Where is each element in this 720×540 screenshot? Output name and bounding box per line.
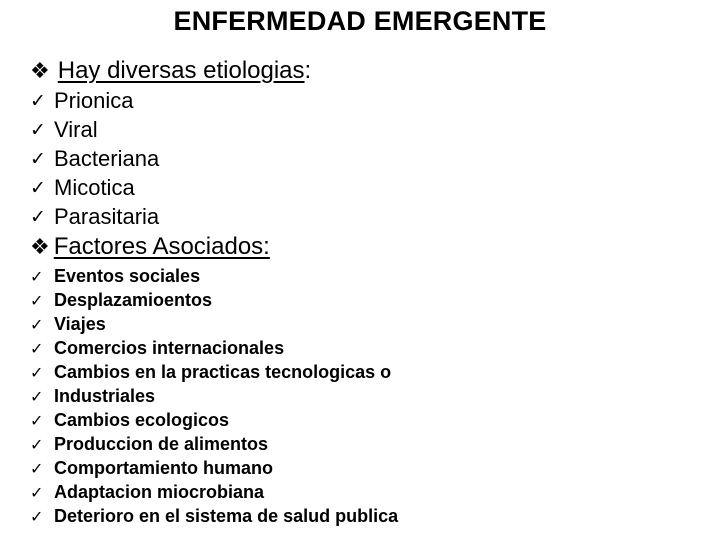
list-item bbox=[30, 115, 159, 144]
list-item bbox=[30, 432, 398, 456]
list-item-label: Viajes bbox=[54, 313, 106, 334]
list-item-label: Desplazamioentos bbox=[54, 289, 213, 310]
section-heading-factores bbox=[30, 233, 270, 261]
list-item-label: Micotica bbox=[54, 174, 135, 200]
checkmark-icon: ✓ bbox=[30, 290, 44, 310]
list-item bbox=[30, 480, 398, 504]
list-item bbox=[30, 456, 398, 480]
list-item-label: Industriales bbox=[54, 385, 156, 406]
heading-colon: : bbox=[304, 57, 312, 84]
heading-text: Hay diversas etiologias bbox=[57, 57, 305, 84]
checkmark-icon: ✓ bbox=[30, 89, 46, 112]
list-item bbox=[30, 173, 159, 202]
list-item-label: Adaptacion miocrobiana bbox=[54, 481, 265, 502]
list-item-label: Eventos sociales bbox=[54, 265, 201, 286]
checkmark-icon: ✓ bbox=[30, 410, 44, 430]
list-item-label: Cambios ecologicos bbox=[54, 409, 230, 430]
page-title: ENFERMEDAD EMERGENTE bbox=[173, 6, 547, 36]
checkmark-icon: ✓ bbox=[30, 386, 44, 406]
etiologias-list bbox=[30, 86, 159, 231]
checkmark-icon: ✓ bbox=[30, 314, 44, 334]
checkmark-icon: ✓ bbox=[30, 118, 46, 141]
list-item bbox=[30, 360, 398, 384]
checkmark-icon: ✓ bbox=[30, 338, 44, 358]
list-item bbox=[30, 384, 398, 408]
factores-list bbox=[30, 264, 398, 528]
list-item bbox=[30, 336, 398, 360]
list-item-label: Comercios internacionales bbox=[54, 337, 285, 358]
diamond-bullet-icon: ❖ bbox=[30, 58, 50, 83]
list-item-label: Parasitaria bbox=[54, 203, 160, 229]
list-item bbox=[30, 86, 159, 115]
list-item-label: Viral bbox=[54, 116, 98, 142]
checkmark-icon: ✓ bbox=[30, 506, 44, 526]
checkmark-icon: ✓ bbox=[30, 266, 44, 286]
list-item-label: Bacteriana bbox=[54, 145, 160, 171]
section-heading-etiologias bbox=[30, 57, 311, 85]
checkmark-icon: ✓ bbox=[30, 458, 44, 478]
list-item bbox=[30, 288, 398, 312]
list-item bbox=[30, 312, 398, 336]
checkmark-icon: ✓ bbox=[30, 205, 46, 228]
list-item bbox=[30, 264, 398, 288]
list-item bbox=[30, 202, 159, 231]
checkmark-icon: ✓ bbox=[30, 362, 44, 382]
list-item-label: Cambios en la practicas tecnologicas o bbox=[54, 361, 392, 382]
list-item-label: Prionica bbox=[54, 87, 134, 113]
list-item-label: Comportamiento humano bbox=[54, 457, 273, 478]
list-item-label: Deterioro en el sistema de salud publica bbox=[54, 505, 399, 526]
checkmark-icon: ✓ bbox=[30, 176, 46, 199]
checkmark-icon: ✓ bbox=[30, 147, 46, 170]
diamond-bullet-icon: ❖ bbox=[30, 234, 50, 259]
checkmark-icon: ✓ bbox=[30, 482, 44, 502]
list-item bbox=[30, 504, 398, 528]
list-item bbox=[30, 408, 398, 432]
checkmark-icon: ✓ bbox=[30, 434, 44, 454]
list-item bbox=[30, 144, 159, 173]
list-item-label: Produccion de alimentos bbox=[54, 433, 269, 454]
heading-text: Factores Asociados: bbox=[53, 233, 270, 260]
